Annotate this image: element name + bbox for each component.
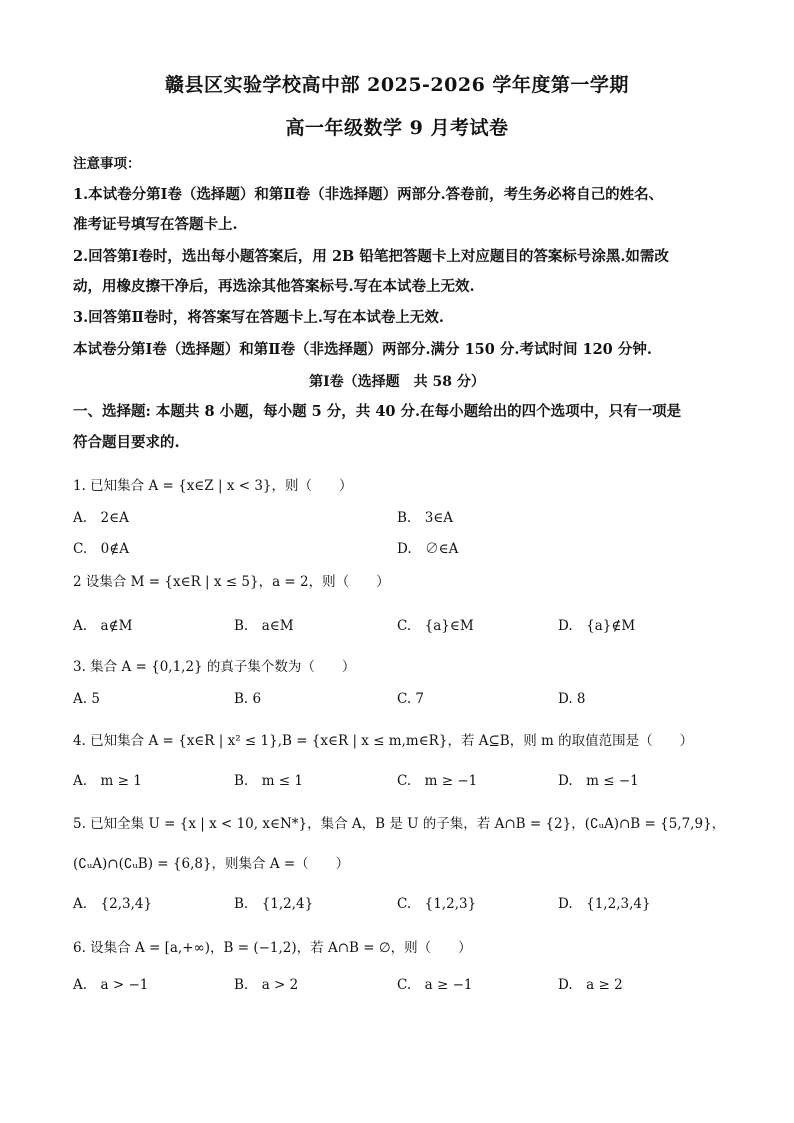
- question-2-stem: 2 设集合 M = {x∈R | x ≤ 5}，a = 2，则（ ）: [73, 574, 390, 590]
- section-instructions: 符合题目要求的.: [73, 434, 180, 451]
- question-6-option-c: C. a ≥ −1: [397, 977, 473, 993]
- notes-line: 准考证号填写在答题卡上.: [73, 216, 238, 233]
- notes-heading: 注意事项：: [73, 156, 141, 172]
- exam-title: 赣县区实验学校高中部 2025-2026 学年度第一学期: [165, 74, 629, 96]
- section-title: 第Ⅰ卷（选择题 共 58 分）: [309, 374, 485, 390]
- exam-subtitle: 高一年级数学 9 月考试卷: [285, 117, 509, 139]
- question-2-option-a: A. a∉M: [73, 618, 133, 634]
- question-6-option-a: A. a > −1: [73, 977, 149, 993]
- question-2-option-d: D. {a}∉M: [558, 618, 636, 634]
- notes-line: 动，用橡皮擦干净后，再选涂其他答案标号.写在本试卷上无效.: [73, 278, 475, 295]
- section-instructions: 一、选择题: 本题共 8 小题，每小题 5 分，共 40 分.在每小题给出的四个选项中，只有一项是: [73, 403, 682, 420]
- question-4-option-c: C. m ≥ −1: [397, 773, 478, 789]
- question-4-stem: 4. 已知集合 A = {x∈R | x² ≤ 1},B = {x∈R | x ≤ m,m∈R}，若 A⊆B，则 m 的取值范围是（ ）: [73, 733, 694, 749]
- question-6-stem: 6. 设集合 A = [a,+∞)，B = (−1,2)，若 A∩B = ∅，则（ ）: [73, 940, 472, 956]
- notes-line: 2.回答第Ⅰ卷时，选出每小题答案后，用 2B 铅笔把答题卡上对应题目的答案标号涂黑.如需改: [73, 248, 669, 265]
- question-4-option-d: D. m ≤ −1: [558, 773, 639, 789]
- question-5-stem: 5. 已知全集 U = {x | x < 10, x∈N*}，集合 A，B 是 U 的子集，若 A∩B = {2}，(∁ᵤA)∩B = {5,7,9}，: [73, 816, 726, 832]
- question-1-stem: 1. 已知集合 A = {x∈Z | x < 3}，则（ ）: [73, 478, 353, 494]
- question-5-option-c: C. {1,2,3}: [397, 896, 477, 912]
- question-5-stem-continued: (∁ᵤA)∩(∁ᵤB) = {6,8}，则集合 A =（ ）: [73, 856, 350, 872]
- question-2-option-b: B. a∈M: [234, 618, 294, 634]
- question-6-option-b: B. a > 2: [234, 977, 299, 993]
- question-3-option-d: D. 8: [558, 691, 586, 707]
- question-6-option-d: D. a ≥ 2: [558, 977, 623, 993]
- notes-line: 1.本试卷分第Ⅰ卷（选择题）和第Ⅱ卷（非选择题）两部分.答卷前，考生务必将自己的姓名、: [73, 186, 664, 203]
- question-1-option-d: D. ∅∈A: [397, 541, 459, 557]
- question-2-option-c: C. {a}∈M: [397, 618, 474, 634]
- question-3-stem: 3. 集合 A = {0,1,2} 的真子集个数为（ ）: [73, 659, 356, 675]
- notes-line: 3.回答第Ⅱ卷时，将答案写在答题卡上.写在本试卷上无效.: [73, 309, 444, 326]
- notes-line: 本试卷分第Ⅰ卷（选择题）和第Ⅱ卷（非选择题）两部分.满分 150 分.考试时间 120 分钟.: [73, 341, 652, 358]
- question-4-option-a: A. m ≥ 1: [73, 773, 142, 789]
- question-1-option-b: B. 3∈A: [397, 510, 454, 526]
- question-3-option-a: A. 5: [73, 691, 100, 707]
- question-1-option-a: A. 2∈A: [73, 510, 129, 526]
- question-3-option-c: C. 7: [397, 691, 425, 707]
- question-1-option-c: C. 0∉A: [73, 541, 129, 557]
- question-5-option-b: B. {1,2,4}: [234, 896, 314, 912]
- question-3-option-b: B. 6: [234, 691, 262, 707]
- question-5-option-a: A. {2,3,4}: [73, 896, 153, 912]
- question-4-option-b: B. m ≤ 1: [234, 773, 303, 789]
- question-5-option-d: D. {1,2,3,4}: [558, 896, 651, 912]
